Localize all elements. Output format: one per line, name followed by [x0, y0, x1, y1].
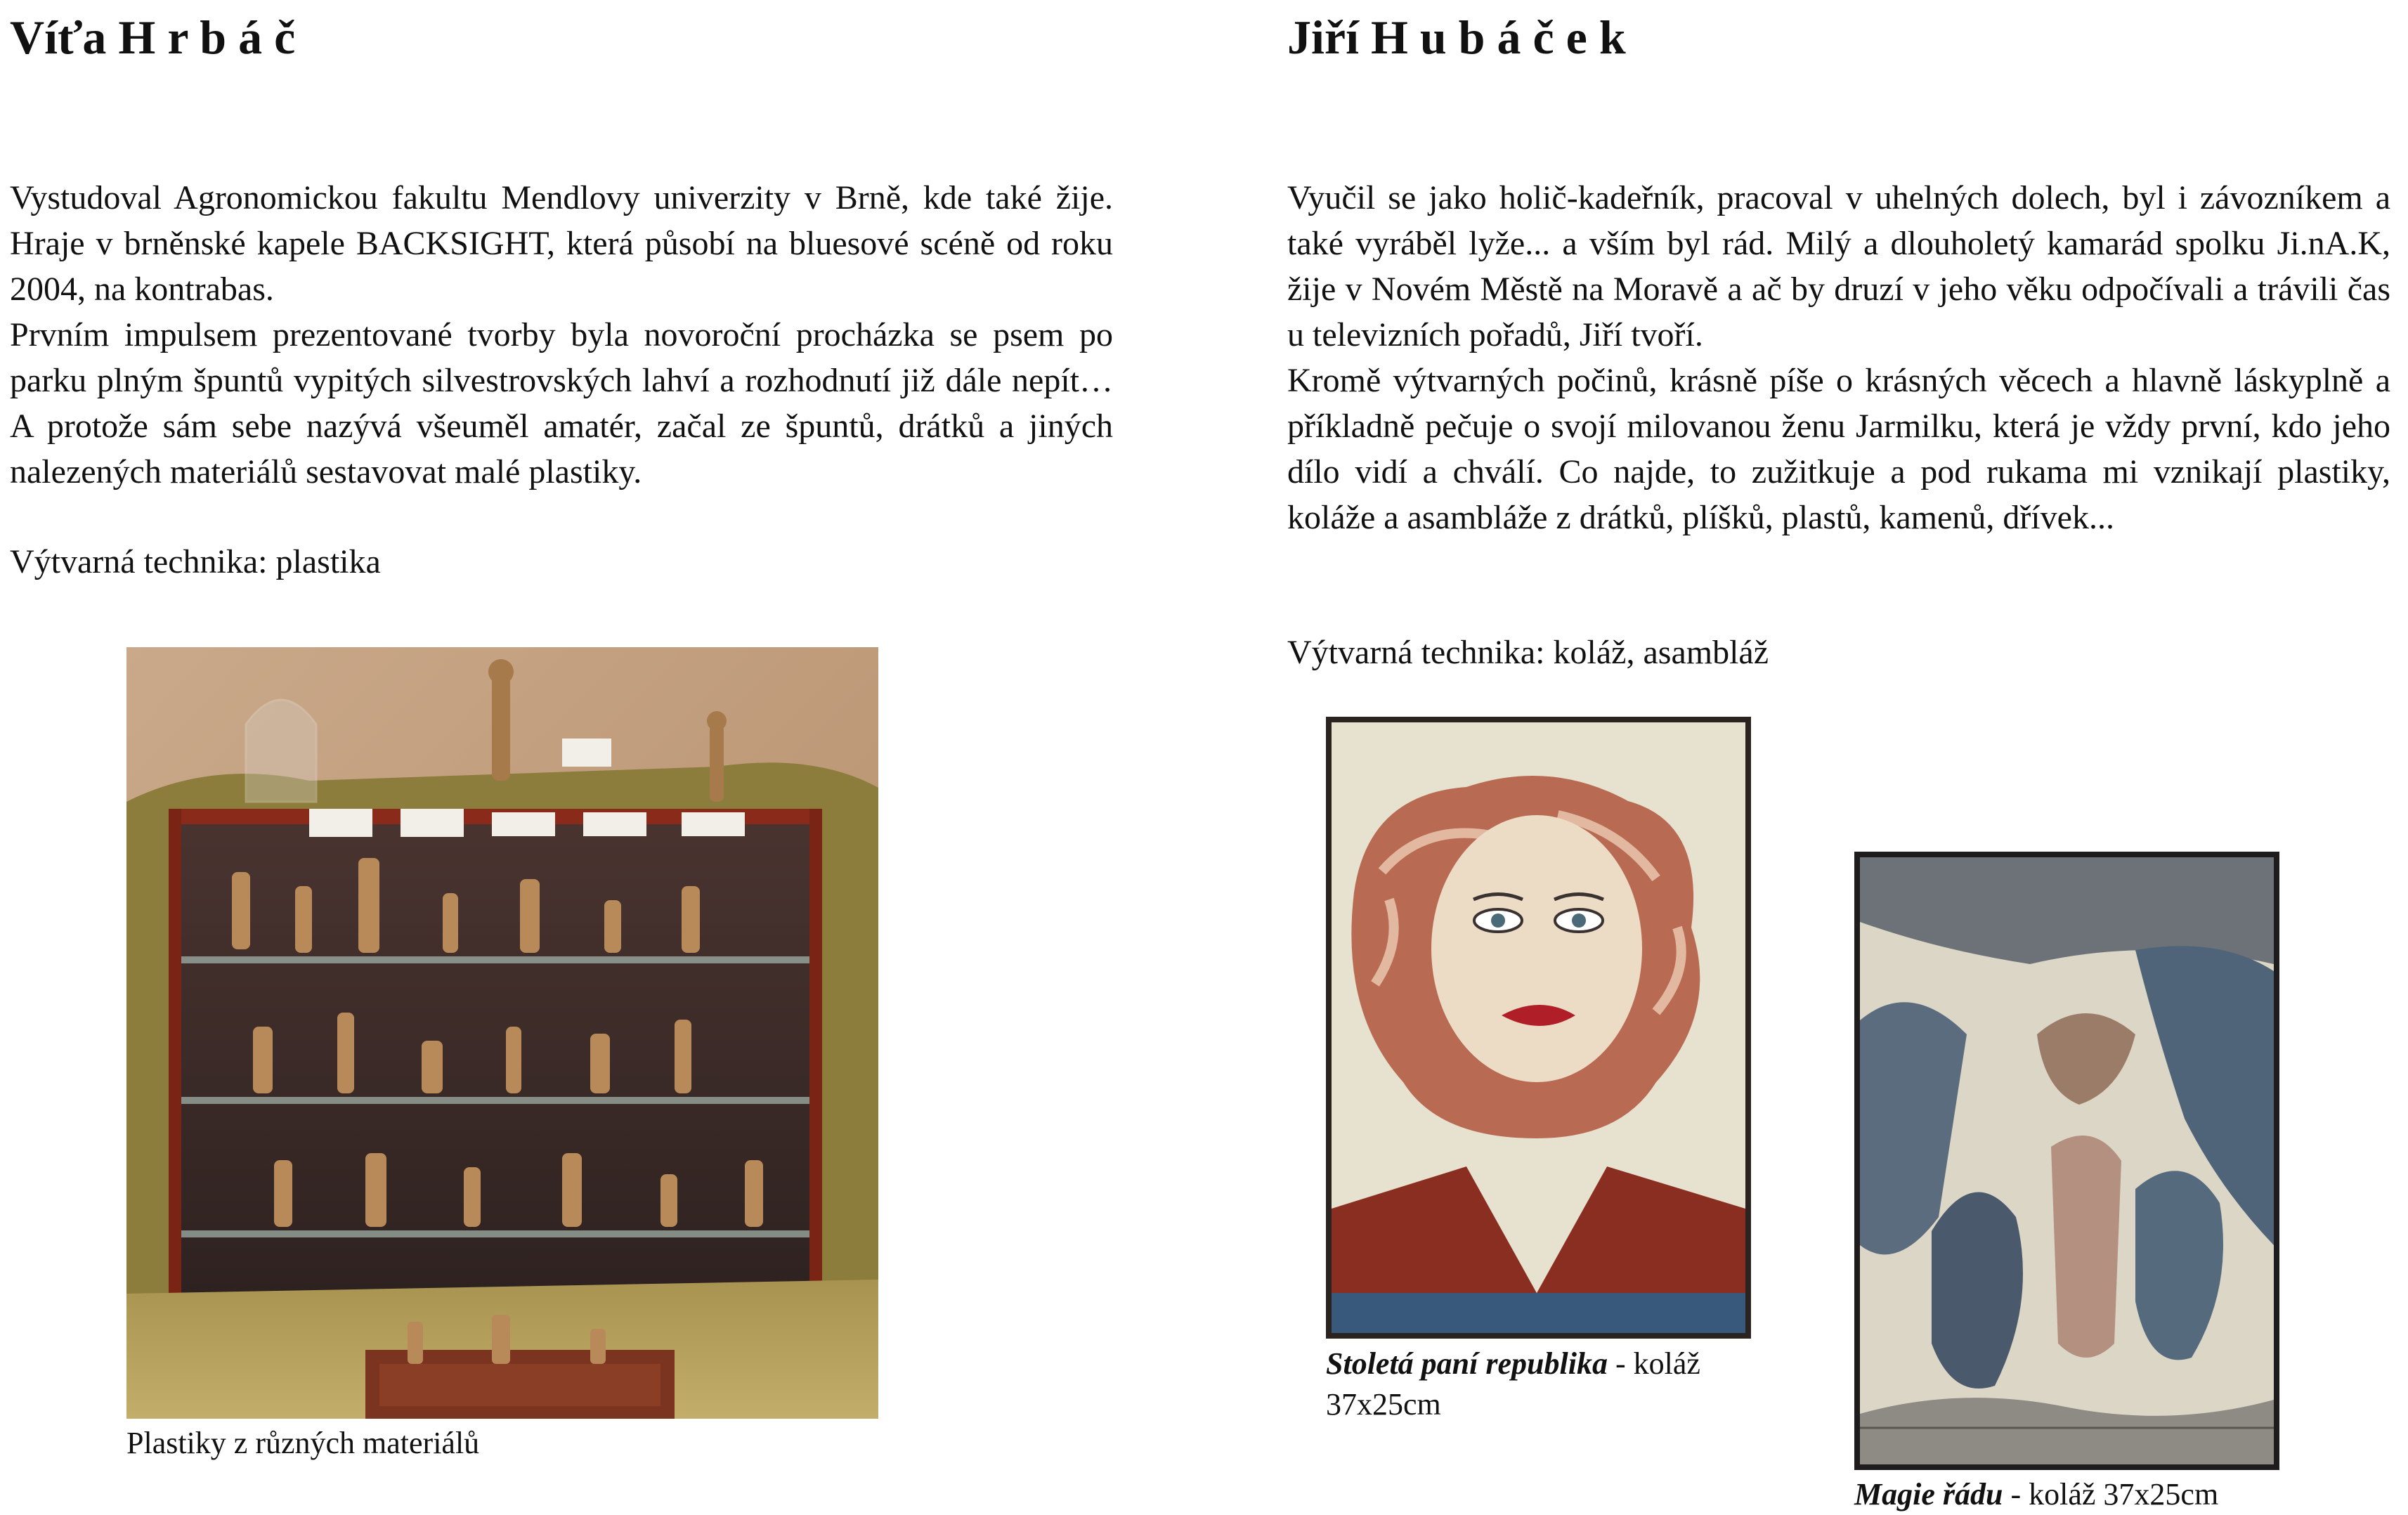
- artwork-title: Magie řádu: [1854, 1477, 2003, 1511]
- artwork-image-abstract: [1854, 852, 2279, 1470]
- bio-paragraph: Kromě výtvarných počinů, krásně píše o krásných věcech a hlavně láskyplně a příkladně pečuje o svojí milovanou ženu Jarmilku, která je vždy první, kdo jeho dílo vidí a chválí. Co najde, to zužitkuje a pod rukama mi vznikají plastiky, koláže a asambláže z drátků, plíšků, plastů, kamenů, dřívek...: [1287, 362, 2390, 536]
- collage-abstract-image: [1854, 852, 2279, 1470]
- bio-paragraph: Vyučil se jako holič-kadeřník, pracoval v uhelných dolech, byl i závozníkem a také vyráběl lyže... a vším byl rád. Milý a dlouholetý kamarád spolku Ji.nA.K, žije v Novém Městě na Moravě a ač by druzí v jeho věku odpočívali a trávili čas u televizních pořadů, Jiří tvoří.: [1287, 179, 2390, 353]
- artist-bio: [10, 175, 1113, 495]
- showcase-photo: [126, 647, 878, 1419]
- bio-paragraph: Vystudoval Agronomickou fakultu Mendlovy univerzity v Brně, kde také žije. Hraje v brněnské kapele BACKSIGHT, která působí na bluesové scéně od roku 2004, na kontrabas.: [10, 179, 1113, 308]
- artwork-detail: - koláž: [1607, 1346, 1700, 1381]
- photo-caption: Plastiky z různých materiálů: [126, 1426, 480, 1460]
- artwork-caption-2: [1854, 1474, 2218, 1515]
- artwork-size: 37x25cm: [1326, 1387, 1441, 1422]
- technique-label: Výtvarná technika: koláž, asambláž: [1287, 634, 1769, 671]
- artist-name: Víťa H r b á č: [10, 11, 296, 64]
- artist-name: Jiří H u b á č e k: [1287, 11, 1626, 64]
- bio-paragraph: Prvním impulsem prezentované tvorby byla novoroční procházka se psem po parku plným špuntů vypitých silvestrovských lahví a rozhodnutí již dále nepít… A protože sám sebe nazývá všeuměl amatér, začal ze špuntů, drátků a jiných nalezených materiálů sestavovat malé plastiky.: [10, 316, 1113, 490]
- artwork-detail: - koláž 37x25cm: [2003, 1477, 2219, 1511]
- artist-bio: [1287, 175, 2390, 540]
- technique-label: Výtvarná technika: plastika: [10, 543, 381, 580]
- showcase-image: [126, 647, 878, 1419]
- artwork-caption-1: [1326, 1344, 1700, 1425]
- collage-portrait-image: [1326, 717, 1751, 1339]
- artwork-title: Stoletá paní republika: [1326, 1346, 1608, 1381]
- artwork-image-portrait: [1326, 717, 1751, 1339]
